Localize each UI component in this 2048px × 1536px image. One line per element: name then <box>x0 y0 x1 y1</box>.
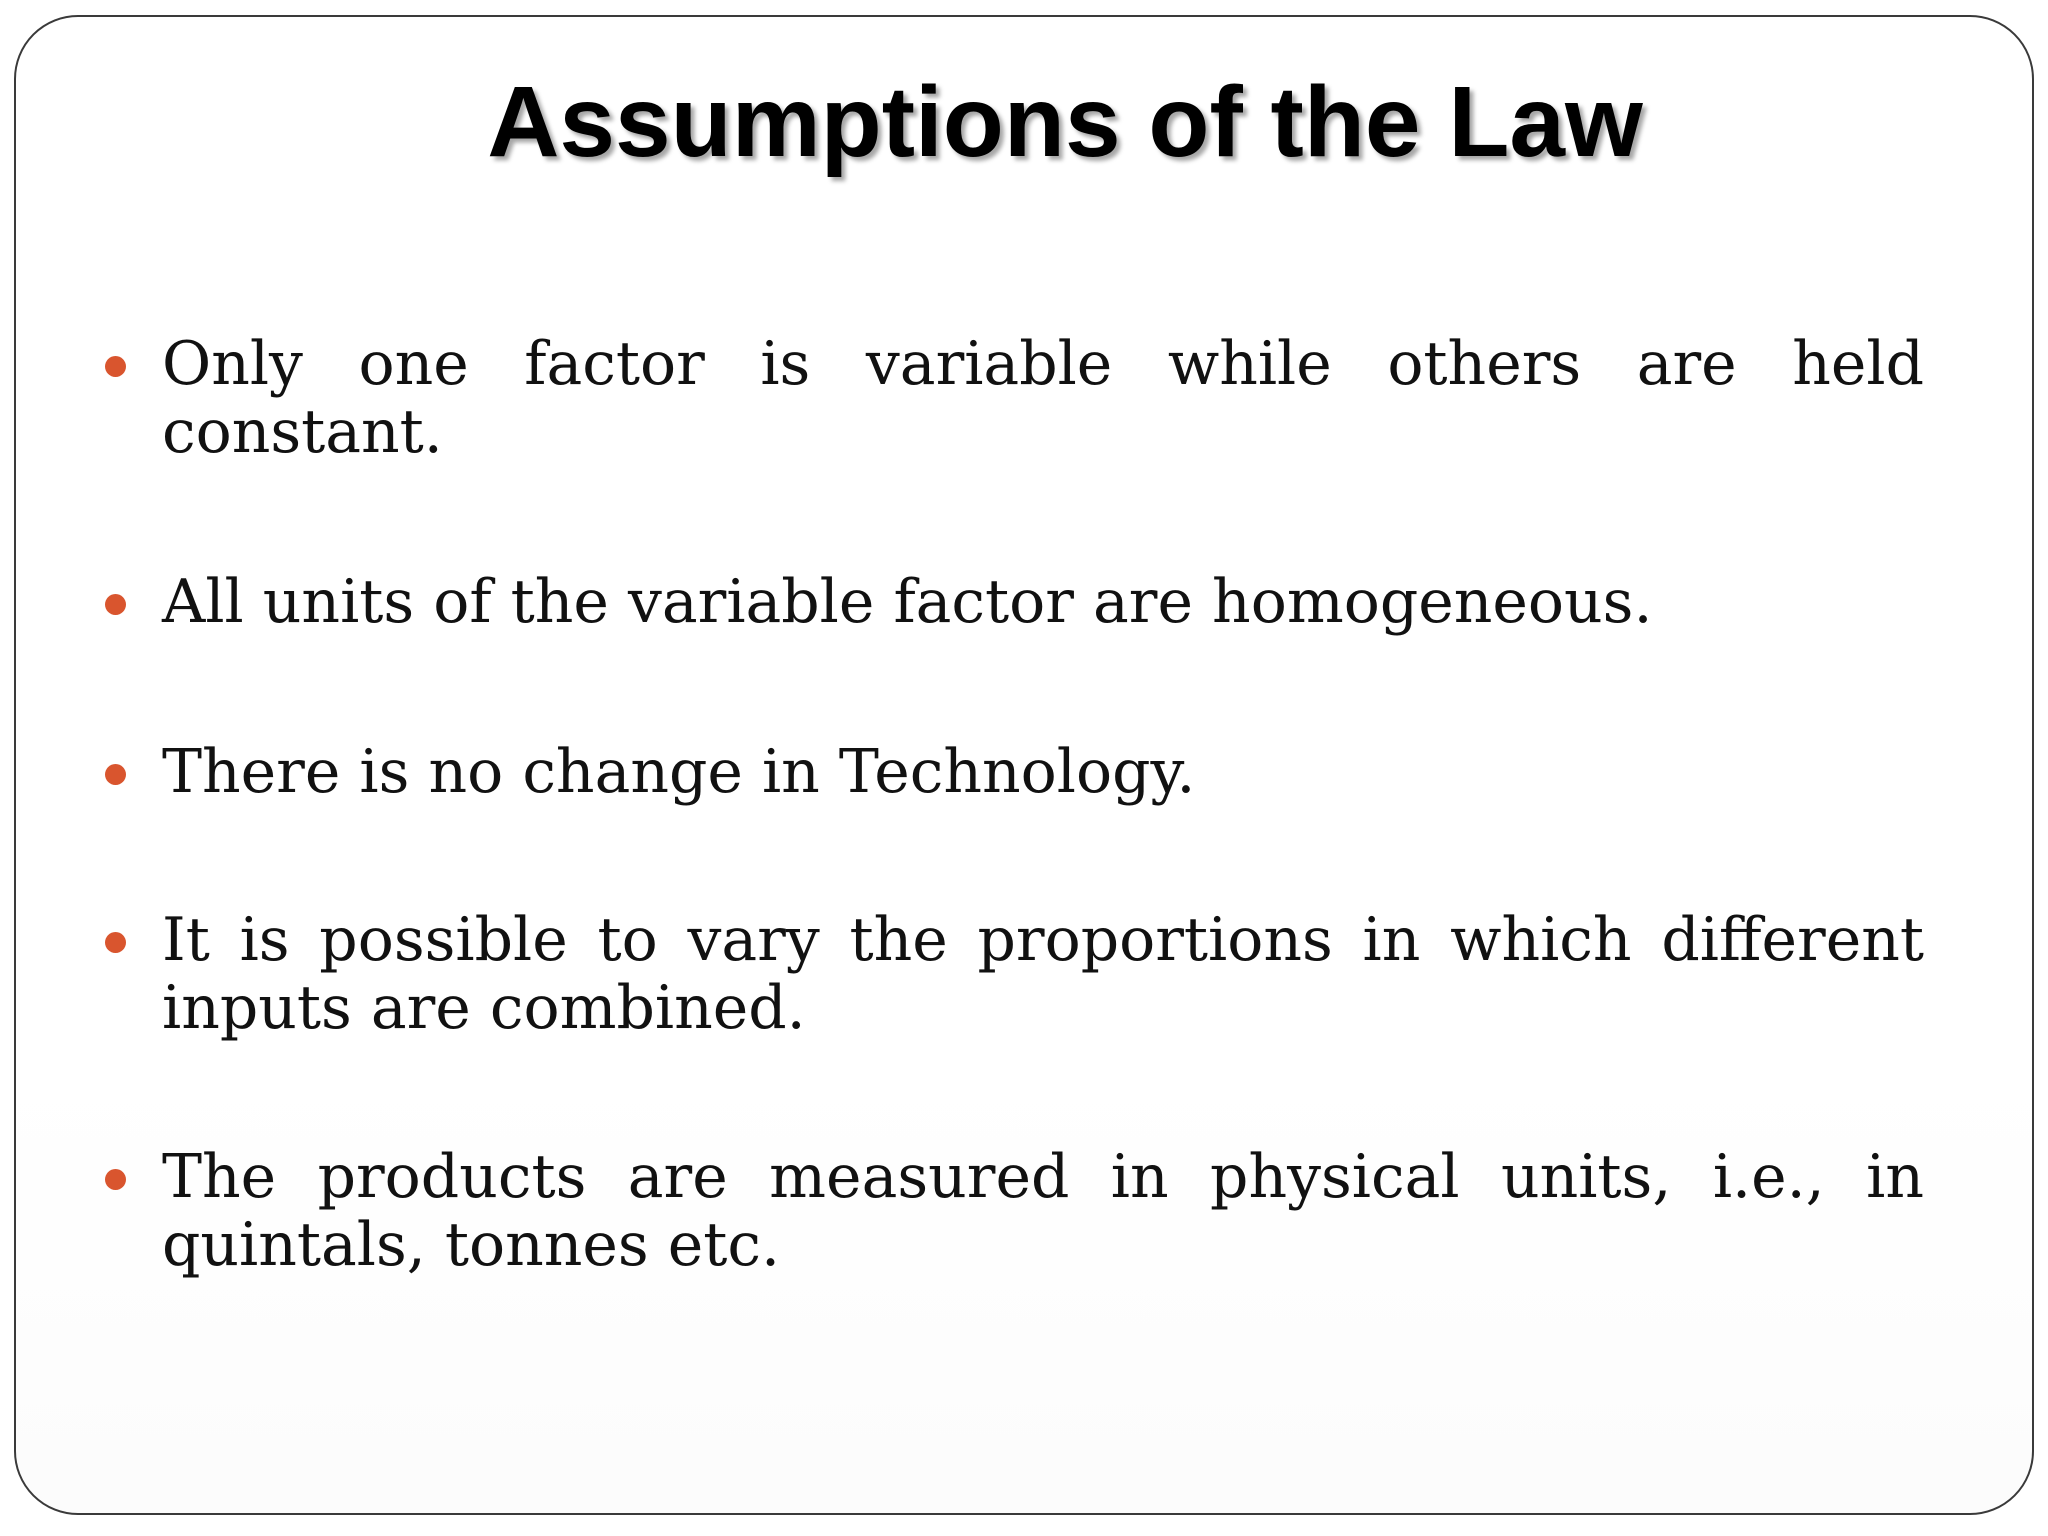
bullet-text: Only one factor is variable while others are held constant. <box>162 329 1924 467</box>
bullet-text: It is possible to vary the proportions in which different inputs are combined. <box>162 905 1924 1043</box>
bullet-dot-icon <box>105 594 126 615</box>
bullet-text: The products are measured in physical units, i.e., in quintals, tonnes etc. <box>162 1142 1924 1280</box>
slide-title: Assumptions of the Law <box>487 66 1643 178</box>
bullet-dot-icon <box>105 356 126 377</box>
bullet-text: All units of the variable factor are homogeneous. <box>162 567 1653 637</box>
bullet-dot-icon <box>105 764 126 785</box>
bullet-dot-icon <box>105 1169 126 1190</box>
bullet-dot-icon <box>105 932 126 953</box>
bullet-text: There is no change in Technology. <box>162 737 1196 807</box>
